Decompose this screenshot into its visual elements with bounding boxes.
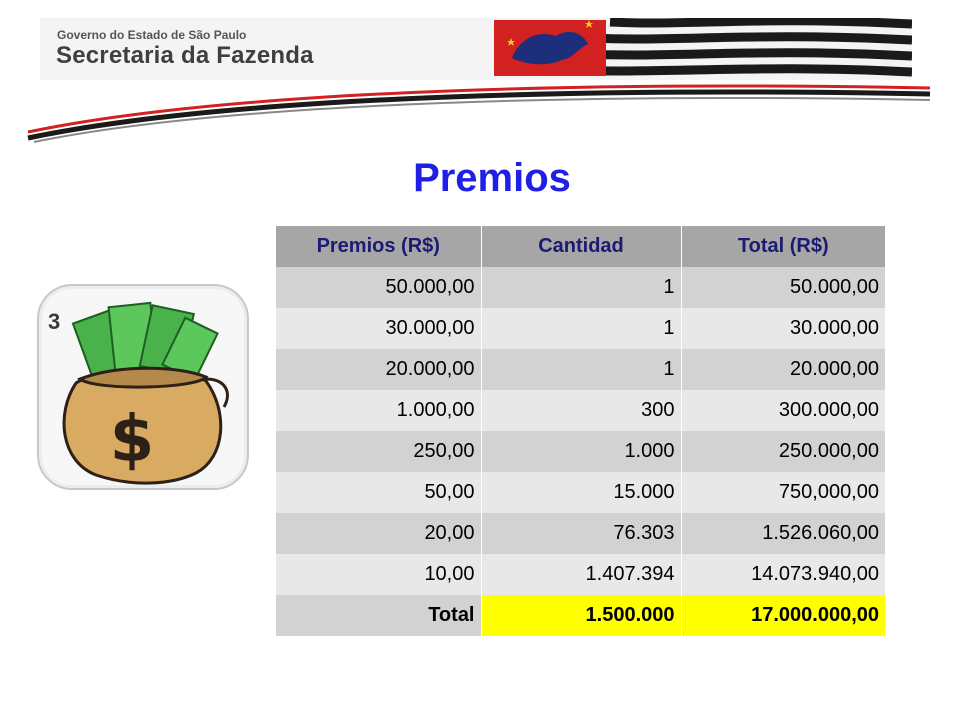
cell-total: 300.000,00 [681, 390, 885, 431]
column-header-total: Total (R$) [681, 226, 885, 267]
cell-cantidad: 1 [481, 308, 681, 349]
secretaria-title: Secretaria da Fazenda [56, 42, 314, 69]
table-row [276, 390, 885, 431]
cell-cantidad: 300 [481, 390, 681, 431]
dollar-sign-icon: $ [109, 403, 155, 477]
icon-badge-number: 3 [48, 309, 61, 334]
cell-premio: 250,00 [276, 431, 481, 472]
cell-premio: 20,00 [276, 513, 481, 554]
money-bag-icon [36, 283, 250, 491]
cell-cantidad: 15.000 [481, 472, 681, 513]
column-header-premios: Premios (R$) [276, 226, 481, 267]
table-row [276, 349, 885, 390]
cell-premio: 50.000,00 [276, 267, 481, 308]
page-title: Premios [413, 156, 571, 200]
cell-premio: 50,00 [276, 472, 481, 513]
table-row [276, 554, 885, 595]
government-line: Governo do Estado de São Paulo [57, 28, 247, 42]
cell-total: 20.000,00 [681, 349, 885, 390]
table-total-row [276, 595, 885, 636]
cell-total: 750,000,00 [681, 472, 885, 513]
table-row [276, 267, 885, 308]
cell-cantidad: 1 [481, 349, 681, 390]
cell-total: 250.000,00 [681, 431, 885, 472]
cell-total: 30.000,00 [681, 308, 885, 349]
table-row [276, 431, 885, 472]
cell-cantidad: 1.000 [481, 431, 681, 472]
cell-total: 14.073.940,00 [681, 554, 885, 595]
table-header-row [276, 226, 885, 267]
prizes-table [276, 226, 885, 636]
header-swoosh-decoration [0, 60, 960, 160]
cell-premio: 1.000,00 [276, 390, 481, 431]
column-header-cantidad: Cantidad [481, 226, 681, 267]
cell-total: 1.526.060,00 [681, 513, 885, 554]
cell-premio: 30.000,00 [276, 308, 481, 349]
total-label: Total [276, 595, 481, 636]
cell-premio: 20.000,00 [276, 349, 481, 390]
total-amount: 17.000.000,00 [681, 595, 885, 636]
cell-cantidad: 1 [481, 267, 681, 308]
table-row [276, 308, 885, 349]
table-row [276, 513, 885, 554]
total-cantidad: 1.500.000 [481, 595, 681, 636]
cell-cantidad: 1.407.394 [481, 554, 681, 595]
table-row [276, 472, 885, 513]
cell-premio: 10,00 [276, 554, 481, 595]
cell-cantidad: 76.303 [481, 513, 681, 554]
cell-total: 50.000,00 [681, 267, 885, 308]
